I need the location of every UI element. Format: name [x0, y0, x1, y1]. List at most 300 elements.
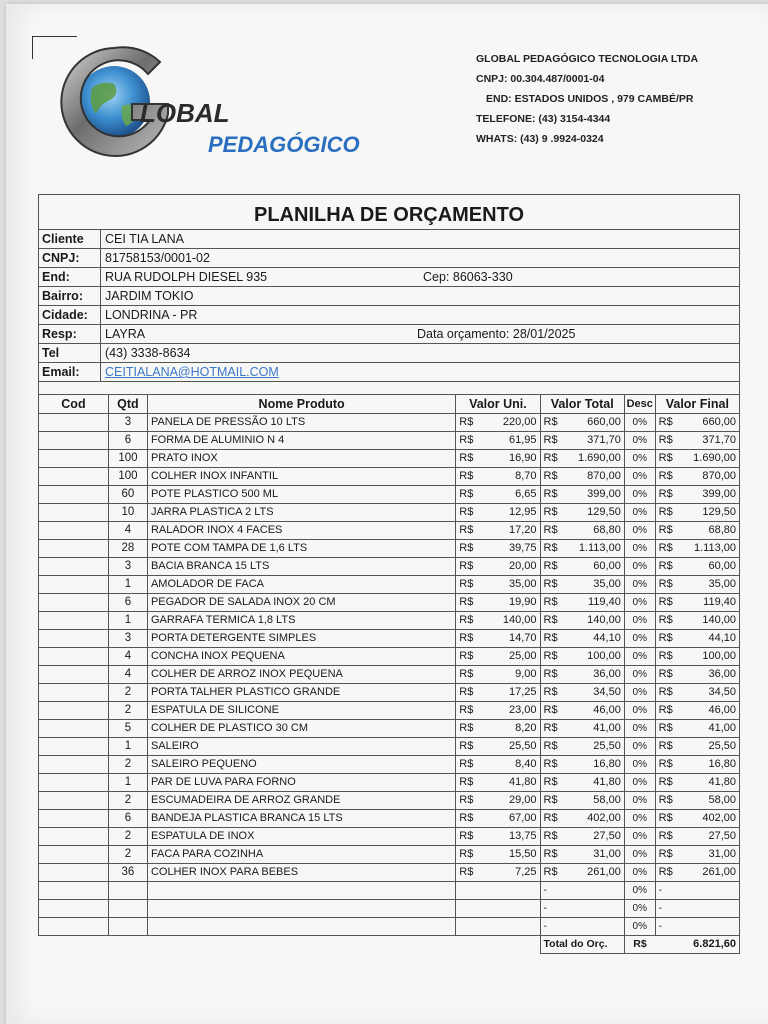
cell-desc: 0% — [624, 486, 655, 504]
table-row — [39, 594, 740, 612]
cell-valor-uni — [456, 900, 540, 918]
cell-valor-total: 25,50 — [561, 738, 625, 756]
cell-valor-total: 44,10 — [561, 630, 625, 648]
cell-desc: 0% — [624, 558, 655, 576]
table-row — [39, 846, 740, 864]
cell-currency: R$ — [456, 684, 477, 702]
table-total-row — [39, 936, 740, 954]
company-info — [476, 49, 698, 149]
cnpj-row — [38, 248, 740, 267]
table-row-empty — [39, 882, 740, 900]
cell-currency: R$ — [540, 828, 561, 846]
cell-cod — [39, 720, 109, 738]
cell-nome: POTE PLASTICO 500 ML — [147, 486, 455, 504]
cell-nome: POTE COM TAMPA DE 1,6 LTS — [147, 540, 455, 558]
cell-qtd: 6 — [108, 594, 147, 612]
cell-cod — [39, 432, 109, 450]
cell-valor-final: - — [655, 882, 739, 900]
cell-valor-uni: 12,95 — [476, 504, 540, 522]
cell-qtd: 1 — [108, 576, 147, 594]
cell-valor-uni: 41,80 — [476, 774, 540, 792]
cell-valor-total: 870,00 — [561, 468, 625, 486]
cell-desc: 0% — [624, 522, 655, 540]
cell-valor-total: 31,00 — [561, 846, 625, 864]
cell-desc: 0% — [624, 792, 655, 810]
cell-currency: R$ — [456, 630, 477, 648]
cell-currency: R$ — [540, 540, 561, 558]
cell-valor-total: 402,00 — [561, 810, 625, 828]
label-bairro: Bairro: — [39, 287, 101, 305]
cell-cod — [39, 702, 109, 720]
cell-currency: R$ — [540, 486, 561, 504]
value-cidade: LONDRINA - PR — [105, 308, 198, 322]
cell-valor-final: 58,00 — [676, 792, 740, 810]
table-row — [39, 450, 740, 468]
cell-qtd: 36 — [108, 864, 147, 882]
cell-currency: R$ — [655, 414, 676, 432]
cell-currency: R$ — [540, 756, 561, 774]
cell-desc: 0% — [624, 576, 655, 594]
cell-cod — [39, 684, 109, 702]
cell-currency: R$ — [456, 864, 477, 882]
cell-valor-final: 16,80 — [676, 756, 740, 774]
global-pedagogico-logo — [56, 44, 366, 170]
cell-cod — [39, 792, 109, 810]
table-row — [39, 810, 740, 828]
table-row — [39, 864, 740, 882]
cell-qtd: 1 — [108, 774, 147, 792]
table-row — [39, 684, 740, 702]
table-row — [39, 774, 740, 792]
cell-valor-uni: 67,00 — [476, 810, 540, 828]
value-cep: Cep: 86063-330 — [423, 270, 513, 284]
cell-desc: 0% — [624, 828, 655, 846]
cell-currency: R$ — [540, 612, 561, 630]
cell-cod — [39, 540, 109, 558]
cell-cod — [39, 468, 109, 486]
cell-nome: ESPATULA DE SILICONE — [147, 702, 455, 720]
cell-currency: R$ — [655, 486, 676, 504]
table-row — [39, 414, 740, 432]
cell-desc: 0% — [624, 414, 655, 432]
header-valor-total: Valor Total — [540, 395, 624, 414]
address-row — [38, 267, 740, 286]
table-row — [39, 666, 740, 684]
cell-valor-uni: 8,70 — [476, 468, 540, 486]
cell-currency: R$ — [655, 630, 676, 648]
cell-valor-total: 129,50 — [561, 504, 625, 522]
table-row — [39, 702, 740, 720]
header-valor-uni: Valor Uni. — [456, 395, 540, 414]
header-valor-final: Valor Final — [655, 395, 739, 414]
cell-nome: RALADOR INOX 4 FACES — [147, 522, 455, 540]
cell-currency: R$ — [456, 540, 477, 558]
cell-qtd: 2 — [108, 702, 147, 720]
label-cliente: Cliente — [39, 230, 101, 248]
cell-qtd: 2 — [108, 828, 147, 846]
cell-desc: 0% — [624, 612, 655, 630]
cell-currency: R$ — [655, 522, 676, 540]
cell-valor-total: 41,80 — [561, 774, 625, 792]
cell-cod — [39, 522, 109, 540]
table-row — [39, 540, 740, 558]
cell-currency: R$ — [456, 810, 477, 828]
cell-valor-uni: 8,20 — [476, 720, 540, 738]
cell-currency: R$ — [456, 774, 477, 792]
logo-text-pedagogico: PEDAGÓGICO — [208, 132, 360, 157]
cell-valor-final: 1.690,00 — [676, 450, 740, 468]
cell-currency: R$ — [655, 612, 676, 630]
cell-desc: 0% — [624, 918, 655, 936]
cell-currency: R$ — [540, 432, 561, 450]
cell-desc: 0% — [624, 504, 655, 522]
cell-currency: R$ — [540, 522, 561, 540]
header-desc: Desc — [624, 395, 655, 414]
cell-nome: SALEIRO PEQUENO — [147, 756, 455, 774]
value-end: RUA RUDOLPH DIESEL 935 — [105, 270, 268, 284]
cell-desc: 0% — [624, 594, 655, 612]
cell-currency: R$ — [655, 846, 676, 864]
label-resp: Resp: — [39, 325, 101, 343]
cell-qtd: 2 — [108, 684, 147, 702]
cell-valor-total: 68,80 — [561, 522, 625, 540]
value-end-container — [101, 268, 739, 286]
cell-nome: COLHER INOX PARA BEBES — [147, 864, 455, 882]
cell-nome: COLHER INOX INFANTIL — [147, 468, 455, 486]
cell-valor-final: 100,00 — [676, 648, 740, 666]
table-row — [39, 612, 740, 630]
cell-currency: R$ — [456, 594, 477, 612]
table-row — [39, 756, 740, 774]
cell-currency: R$ — [456, 432, 477, 450]
header-qtd: Qtd — [108, 395, 147, 414]
cell-desc: 0% — [624, 900, 655, 918]
cell-desc: 0% — [624, 684, 655, 702]
cell-currency: R$ — [655, 594, 676, 612]
value-tel: (43) 3338-8634 — [105, 346, 191, 360]
cell-currency: R$ — [456, 486, 477, 504]
table-row — [39, 630, 740, 648]
cell-cod — [39, 900, 109, 918]
cell-cod — [39, 666, 109, 684]
cell-valor-final: 129,50 — [676, 504, 740, 522]
cell-currency: R$ — [655, 810, 676, 828]
table-header-row — [39, 395, 740, 414]
cell-currency: R$ — [655, 720, 676, 738]
cell-desc: 0% — [624, 702, 655, 720]
cell-currency: R$ — [655, 756, 676, 774]
cell-nome: FORMA DE ALUMINIO N 4 — [147, 432, 455, 450]
cell-qtd — [108, 918, 147, 936]
table-row — [39, 720, 740, 738]
label-cnpj: CNPJ: — [39, 249, 101, 267]
cell-qtd: 3 — [108, 414, 147, 432]
cell-nome: ESPATULA DE INOX — [147, 828, 455, 846]
cell-valor-uni: 16,90 — [476, 450, 540, 468]
cell-currency: R$ — [456, 522, 477, 540]
cell-valor-final: 660,00 — [676, 414, 740, 432]
cell-valor-final: 119,40 — [676, 594, 740, 612]
cell-desc: 0% — [624, 810, 655, 828]
cell-currency: R$ — [655, 576, 676, 594]
resp-row — [38, 324, 740, 343]
cell-valor-total: 140,00 — [561, 612, 625, 630]
table-row — [39, 738, 740, 756]
cell-currency: R$ — [456, 576, 477, 594]
total-currency: R$ — [624, 936, 655, 954]
cell-cod — [39, 504, 109, 522]
label-end: End: — [39, 268, 101, 286]
cell-currency: R$ — [540, 576, 561, 594]
cell-currency: R$ — [655, 684, 676, 702]
cell-currency: R$ — [655, 738, 676, 756]
cell-valor-uni: 20,00 — [476, 558, 540, 576]
cell-currency: R$ — [540, 450, 561, 468]
cell-valor-total: 16,80 — [561, 756, 625, 774]
cell-valor-total: 60,00 — [561, 558, 625, 576]
cell-nome: PRATO INOX — [147, 450, 455, 468]
cell-cod — [39, 810, 109, 828]
table-row — [39, 468, 740, 486]
cell-nome: PEGADOR DE SALADA INOX 20 CM — [147, 594, 455, 612]
cell-currency: R$ — [456, 720, 477, 738]
cell-valor-uni: 25,00 — [476, 648, 540, 666]
cell-valor-uni — [456, 918, 540, 936]
cell-nome: PANELA DE PRESSÃO 10 LTS — [147, 414, 455, 432]
cell-valor-total: 660,00 — [561, 414, 625, 432]
cell-cod — [39, 612, 109, 630]
cell-valor-final: 41,80 — [676, 774, 740, 792]
cell-valor-uni: 15,50 — [476, 846, 540, 864]
cell-cod — [39, 576, 109, 594]
cell-currency: R$ — [655, 864, 676, 882]
header-cod: Cod — [39, 395, 109, 414]
cell-desc: 0% — [624, 756, 655, 774]
cell-cod — [39, 486, 109, 504]
cell-cod — [39, 450, 109, 468]
cell-nome: FACA PARA COZINHA — [147, 846, 455, 864]
cell-nome: CONCHA INOX PEQUENA — [147, 648, 455, 666]
cell-nome: JARRA PLASTICA 2 LTS — [147, 504, 455, 522]
cell-qtd: 1 — [108, 612, 147, 630]
cell-currency: R$ — [540, 684, 561, 702]
cell-valor-final: 44,10 — [676, 630, 740, 648]
cell-currency: R$ — [540, 738, 561, 756]
cell-valor-total: - — [540, 882, 624, 900]
cell-valor-uni: 7,25 — [476, 864, 540, 882]
cell-qtd: 100 — [108, 450, 147, 468]
total-spacer — [39, 936, 541, 954]
document-page — [6, 4, 768, 1024]
cell-valor-uni: 39,75 — [476, 540, 540, 558]
cell-valor-uni: 17,25 — [476, 684, 540, 702]
cell-currency: R$ — [540, 810, 561, 828]
cell-currency: R$ — [540, 504, 561, 522]
cell-currency: R$ — [540, 594, 561, 612]
company-phone: TELEFONE: (43) 3154-4344 — [476, 113, 611, 125]
cell-valor-final: 402,00 — [676, 810, 740, 828]
cell-valor-uni: 19,90 — [476, 594, 540, 612]
sheet-title: PLANILHA DE ORÇAMENTO — [38, 194, 740, 229]
cell-valor-total: 36,00 — [561, 666, 625, 684]
cell-valor-uni: 14,70 — [476, 630, 540, 648]
cell-valor-total: 35,00 — [561, 576, 625, 594]
table-row — [39, 558, 740, 576]
cell-qtd — [108, 900, 147, 918]
cell-valor-total: 46,00 — [561, 702, 625, 720]
cell-valor-final: 31,00 — [676, 846, 740, 864]
cell-currency: R$ — [655, 702, 676, 720]
cell-currency: R$ — [456, 414, 477, 432]
cell-currency: R$ — [456, 702, 477, 720]
header-nome: Nome Produto — [147, 395, 455, 414]
cell-desc: 0% — [624, 864, 655, 882]
cell-currency: R$ — [655, 540, 676, 558]
cell-valor-final: 870,00 — [676, 468, 740, 486]
cell-cod — [39, 738, 109, 756]
cell-desc: 0% — [624, 450, 655, 468]
cell-valor-total: - — [540, 918, 624, 936]
cell-valor-uni: 25,50 — [476, 738, 540, 756]
cell-desc: 0% — [624, 738, 655, 756]
cell-valor-final: 35,00 — [676, 576, 740, 594]
cell-valor-final: 60,00 — [676, 558, 740, 576]
company-cnpj: CNPJ: 00.304.487/0001-04 — [476, 73, 605, 85]
cell-nome: PORTA TALHER PLASTICO GRANDE — [147, 684, 455, 702]
cell-qtd: 28 — [108, 540, 147, 558]
cell-cod — [39, 630, 109, 648]
value-bairro: JARDIM TOKIO — [105, 289, 194, 303]
cell-valor-final: 371,70 — [676, 432, 740, 450]
label-cidade: Cidade: — [39, 306, 101, 324]
cell-valor-total: 371,70 — [561, 432, 625, 450]
table-row-empty — [39, 900, 740, 918]
table-row — [39, 648, 740, 666]
cell-qtd: 2 — [108, 792, 147, 810]
cell-desc: 0% — [624, 540, 655, 558]
cell-qtd: 3 — [108, 558, 147, 576]
cell-valor-uni: 140,00 — [476, 612, 540, 630]
cell-currency: R$ — [456, 756, 477, 774]
table-row — [39, 792, 740, 810]
cell-valor-final: 27,50 — [676, 828, 740, 846]
cell-nome: GARRAFA TERMICA 1,8 LTS — [147, 612, 455, 630]
cell-cod — [39, 864, 109, 882]
cell-currency: R$ — [540, 558, 561, 576]
value-email-container — [101, 363, 739, 381]
cell-nome — [147, 918, 455, 936]
cell-valor-final: 399,00 — [676, 486, 740, 504]
cell-desc: 0% — [624, 432, 655, 450]
cell-currency: R$ — [540, 702, 561, 720]
bairro-row — [38, 286, 740, 305]
cell-currency: R$ — [456, 828, 477, 846]
cell-valor-total: 261,00 — [561, 864, 625, 882]
cell-qtd: 60 — [108, 486, 147, 504]
cell-qtd: 6 — [108, 432, 147, 450]
cell-currency: R$ — [456, 648, 477, 666]
cell-currency: R$ — [540, 666, 561, 684]
cell-valor-uni: 13,75 — [476, 828, 540, 846]
cell-currency: R$ — [655, 450, 676, 468]
cell-currency: R$ — [540, 630, 561, 648]
cell-valor-final: 261,00 — [676, 864, 740, 882]
cell-valor-total: 1.113,00 — [561, 540, 625, 558]
cell-currency: R$ — [456, 846, 477, 864]
email-row — [38, 362, 740, 381]
value-cliente: CEI TIA LANA — [105, 232, 184, 246]
table-row-empty — [39, 918, 740, 936]
cell-desc: 0% — [624, 720, 655, 738]
value-resp-container — [101, 325, 739, 343]
cell-currency: R$ — [540, 846, 561, 864]
cell-qtd: 5 — [108, 720, 147, 738]
table-body — [39, 414, 740, 954]
cell-currency: R$ — [655, 504, 676, 522]
cell-desc: 0% — [624, 666, 655, 684]
cell-nome: SALEIRO — [147, 738, 455, 756]
cell-nome: PAR DE LUVA PARA FORNO — [147, 774, 455, 792]
cell-nome: BACIA BRANCA 15 LTS — [147, 558, 455, 576]
cell-currency: R$ — [456, 558, 477, 576]
cell-valor-total: - — [540, 900, 624, 918]
company-name: GLOBAL PEDAGÓGICO TECNOLOGIA LTDA — [476, 53, 699, 65]
logo-text-global: LOBAL — [140, 98, 230, 128]
cell-cod — [39, 882, 109, 900]
cell-cod — [39, 648, 109, 666]
cell-qtd: 100 — [108, 468, 147, 486]
label-email: Email: — [39, 363, 101, 381]
budget-sheet — [38, 194, 740, 954]
cell-currency: R$ — [655, 774, 676, 792]
tel-row — [38, 343, 740, 362]
cell-desc: 0% — [624, 882, 655, 900]
cell-nome: COLHER DE ARROZ INOX PEQUENA — [147, 666, 455, 684]
cell-nome — [147, 900, 455, 918]
cell-currency: R$ — [540, 468, 561, 486]
cell-valor-uni: 29,00 — [476, 792, 540, 810]
cell-qtd: 4 — [108, 522, 147, 540]
cell-valor-total: 100,00 — [561, 648, 625, 666]
cell-qtd: 10 — [108, 504, 147, 522]
cell-currency: R$ — [655, 828, 676, 846]
cell-currency: R$ — [655, 468, 676, 486]
cell-valor-uni: 220,00 — [476, 414, 540, 432]
cell-valor-uni: 9,00 — [476, 666, 540, 684]
cell-valor-uni: 35,00 — [476, 576, 540, 594]
value-cnpj: 81758153/0001-02 — [105, 251, 210, 265]
cell-currency: R$ — [456, 450, 477, 468]
cell-nome: ESCUMADEIRA DE ARROZ GRANDE — [147, 792, 455, 810]
company-whats: WHATS: (43) 9 .9924-0324 — [476, 133, 604, 145]
cell-valor-total: 399,00 — [561, 486, 625, 504]
cell-cod — [39, 594, 109, 612]
cell-currency: R$ — [655, 792, 676, 810]
cell-currency: R$ — [655, 558, 676, 576]
cell-currency: R$ — [540, 864, 561, 882]
cell-valor-uni: 23,00 — [476, 702, 540, 720]
cell-currency: R$ — [655, 666, 676, 684]
email-link[interactable]: CEITIALANA@HOTMAIL.COM — [105, 365, 279, 379]
cell-nome: BANDEJA PLASTICA BRANCA 15 LTS — [147, 810, 455, 828]
cell-valor-final: 46,00 — [676, 702, 740, 720]
cell-valor-uni: 17,20 — [476, 522, 540, 540]
cell-valor-final: 1.113,00 — [676, 540, 740, 558]
cell-cod — [39, 918, 109, 936]
cell-currency: R$ — [540, 414, 561, 432]
cell-qtd: 6 — [108, 810, 147, 828]
table-row — [39, 432, 740, 450]
